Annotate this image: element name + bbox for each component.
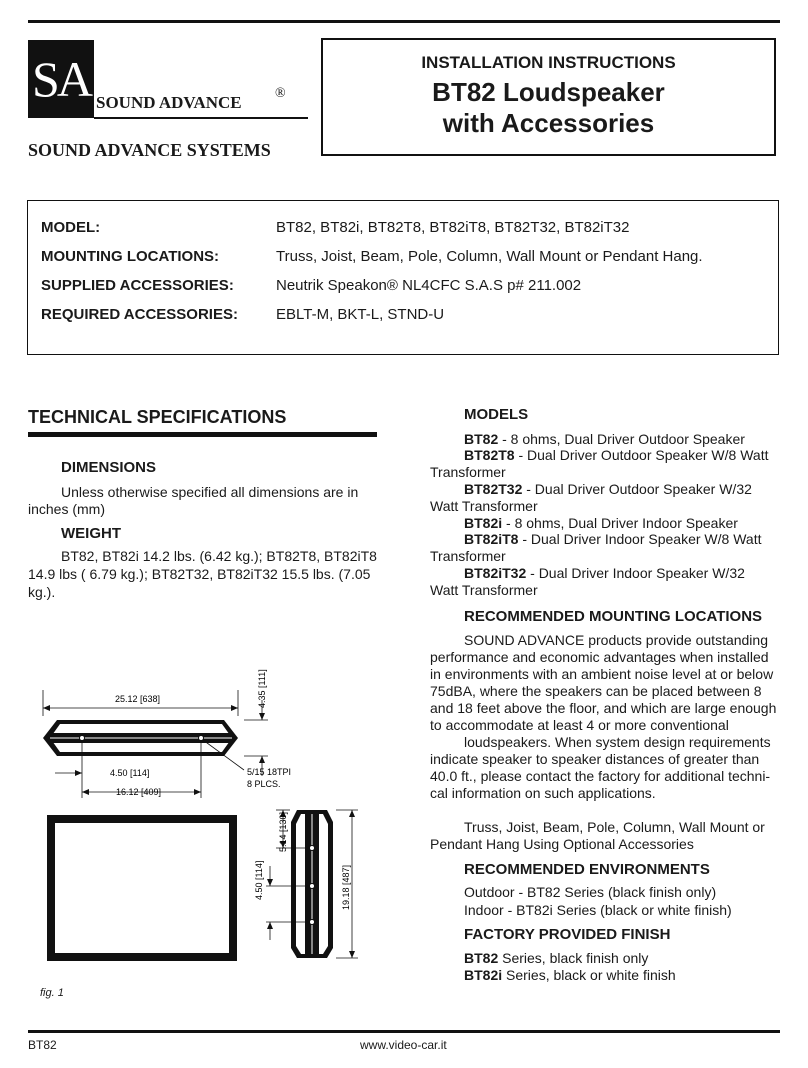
mounting-text-4: 75dBA, where the speakers can be placed between 8 [430,683,762,699]
logo-text: SA [32,51,90,107]
model-bt82t8 [464,447,768,464]
models-heading: MODELS [464,406,529,423]
required-label: REQUIRED ACCESSORIES: [41,306,238,323]
mounting-value: Truss, Joist, Beam, Pole, Column, Wall Mount or Pendant Hang. [276,248,703,265]
model-desc: - Dual Driver Outdoor Speaker W/8 Watt [514,447,769,463]
model-bt82 [464,431,745,448]
mounting-label: MOUNTING LOCATIONS: [41,248,220,265]
mounting-text-10: cal information on such applications. [430,785,656,801]
model-bt82t8-cont: Transformer [430,464,506,480]
environment-indoor: Indoor - BT82i Series (black or white finish) [464,902,732,918]
environment-outdoor: Outdoor - BT82 Series (black finish only) [464,884,717,900]
model-bt82it32-cont: Watt Transformer [430,582,538,598]
brand-logo [28,40,94,118]
speaker-side-view [291,810,333,958]
finish-heading: FACTORY PROVIDED FINISH [464,926,671,943]
footer-url[interactable]: www.video-car.it [360,1038,447,1052]
model-desc: - Dual Driver Indoor Speaker W/32 [526,565,745,581]
mounting-text-3: in environments with an ambient noise level at or below [430,666,774,682]
speaker-top-view [43,720,238,756]
model-name: BT82T32 [464,481,523,497]
dimensions-heading: DIMENSIONS [61,459,157,476]
mounting-text-1: SOUND ADVANCE products provide outstanding [464,632,768,648]
model-desc: - 8 ohms, Dual Driver Indoor Speaker [502,515,738,531]
finish-bt82 [464,950,648,967]
mounting-text-5: and 18 feet above the floor, and which are large enough [430,700,777,716]
company-name: SOUND ADVANCE SYSTEMS [28,140,271,160]
mounting-text-9: 40.0 ft., please contact the factory for additional techni- [430,768,771,784]
speaker-front-view [47,815,237,961]
model-name: BT82i [464,515,503,531]
footer-model: BT82 [28,1038,57,1052]
mounting-text-8: indicate speaker to speaker distances of greater than [430,751,760,767]
mounting-text-6: to accommodate at least 4 or more conventional [430,717,729,733]
weight-heading: WEIGHT [61,525,121,542]
tech-specs-rule [28,432,377,437]
model-value: BT82, BT82i, BT82T8, BT82iT8, BT82T32, BT82iT32 [276,219,630,236]
figure-caption: fig. 1 [40,987,64,999]
dim-hole-label: 4.50 [114] [110,768,150,778]
finish-bt82i [464,967,676,984]
finish-desc: Series, black or white finish [502,967,676,983]
thread-label-2: 8 PLCS. [247,779,281,789]
model-desc: - 8 ohms, Dual Driver Outdoor Speaker [498,431,745,447]
model-desc: - Dual Driver Outdoor Speaker W/32 [522,481,752,497]
model-bt82it8 [464,531,761,548]
bottom-rule [28,1030,780,1033]
dim-width-label: 25.12 [638] [115,694,161,704]
registered-mark: ® [275,86,286,101]
finish-model: BT82 [464,950,499,966]
supplied-label: SUPPLIED ACCESSORIES: [41,277,234,294]
product-info-box [27,200,779,355]
dimensions-text-2: inches (mm) [28,501,106,517]
dimensions-text-1: Unless otherwise specified all dimensions are in [61,484,359,500]
logo-underline [94,117,308,119]
model-name: BT82iT32 [464,565,527,581]
thread-label-1: 5/15 18TPI [247,767,292,777]
top-rule [28,20,780,23]
environments-heading: RECOMMENDED ENVIRONMENTS [464,861,710,878]
weight-text-1: BT82, BT82i 14.2 lbs. (6.42 kg.); BT82T8, BT82iT8 [61,548,377,564]
mounting-text-7: loudspeakers. When system design requirements [464,734,771,750]
dim-side-top-label: 5.14 [130] [278,811,288,852]
model-label: MODEL: [41,219,101,236]
model-name: BT82T8 [464,447,515,463]
mounting-text-12: Pendant Hang Using Optional Accessories [430,836,694,852]
dim-span-label: 16.12 [409] [116,787,162,797]
model-bt82i [464,515,738,532]
weight-text-3: kg.). [28,584,56,600]
brand-name: SOUND ADVANCE [96,93,242,112]
finish-desc: Series, black finish only [498,950,649,966]
title-line-2: with Accessories [442,108,655,138]
finish-model: BT82i [464,967,503,983]
mounting-heading: RECOMMENDED MOUNTING LOCATIONS [464,608,763,625]
model-name: BT82 [464,431,499,447]
model-desc: - Dual Driver Indoor Speaker W/8 Watt [518,531,762,547]
dim-side-total-label: 19.18 [487] [341,864,351,910]
weight-text-2: 14.9 lbs ( 6.79 kg.); BT82T32, BT82iT32 15.5 lbs. (7.05 [28,566,371,582]
mounting-text-2: performance and economic advantages when installed [430,649,769,665]
title-kicker: INSTALLATION INSTRUCTIONS [421,53,676,72]
model-bt82t32 [464,481,752,498]
mounting-text-11: Truss, Joist, Beam, Pole, Column, Wall Mount or [464,819,765,835]
dim-side-mid-label: 4.50 [114] [254,860,264,900]
dimension-drawing [0,640,400,985]
model-bt82it8-cont: Transformer [430,548,506,564]
title-line-1: BT82 Loudspeaker [432,77,665,107]
required-value: EBLT-M, BKT-L, STND-U [276,306,445,323]
model-name: BT82iT8 [464,531,519,547]
tech-specs-heading: TECHNICAL SPECIFICATIONS [28,407,287,427]
dim-height-label: 4.35 [111] [257,669,267,708]
model-bt82it32 [464,565,745,582]
supplied-value: Neutrik Speakon® NL4CFC S.A.S p# 211.002 [276,277,582,294]
title-box [321,38,776,156]
model-bt82t32-cont: Watt Transformer [430,498,538,514]
